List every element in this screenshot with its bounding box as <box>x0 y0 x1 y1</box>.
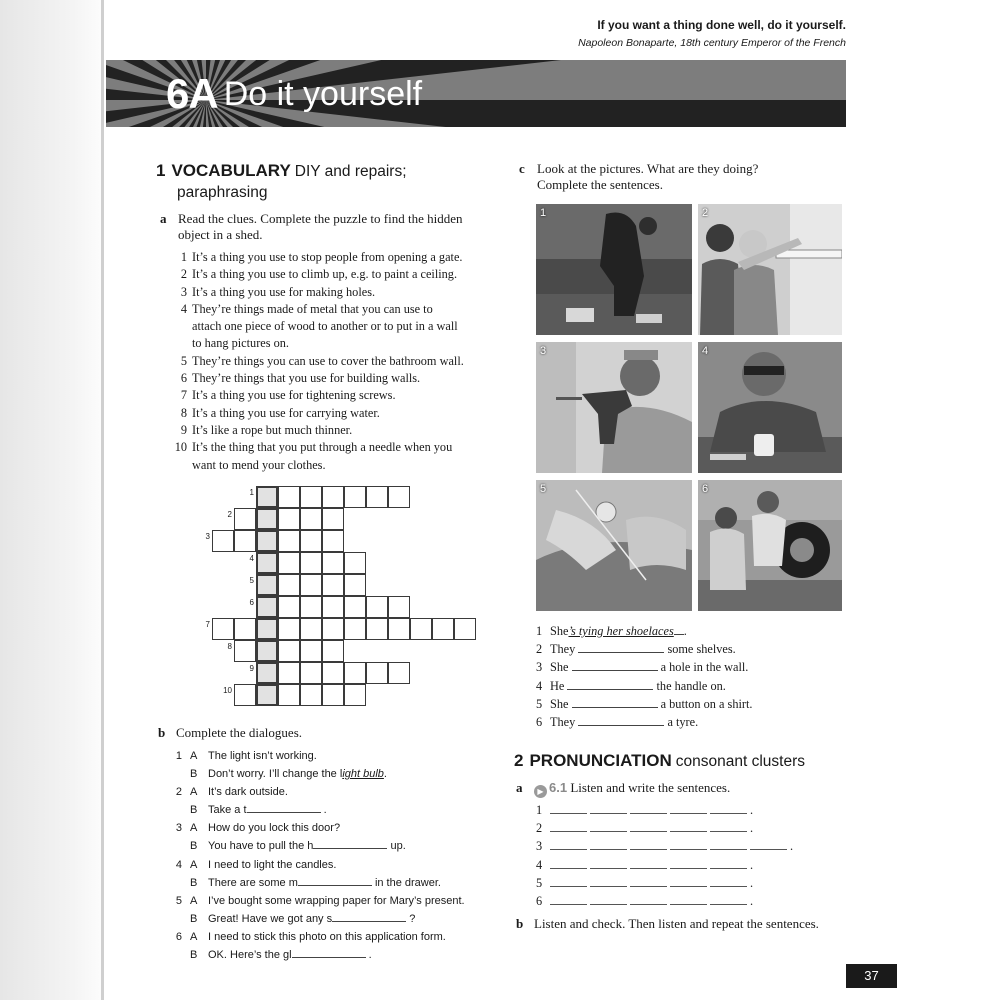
clue-item <box>174 370 494 387</box>
page-number: 37 <box>846 964 897 988</box>
sentence-number: 6 <box>536 715 543 730</box>
epigraph <box>578 17 846 49</box>
clue-number: 2 <box>180 267 187 282</box>
sentence-text: the handle on. <box>656 678 726 693</box>
photo-sewing-button <box>536 480 692 611</box>
word-blank[interactable] <box>750 838 787 850</box>
sentence-item <box>536 677 836 695</box>
word-blank[interactable] <box>670 893 707 905</box>
speaker-label: A <box>190 750 198 762</box>
speaker-label: B <box>190 768 198 781</box>
task-letter: a <box>160 211 167 226</box>
word-blank[interactable] <box>670 857 707 869</box>
audio-track-number: 6.1 <box>549 780 568 795</box>
page-binding-edge <box>101 0 104 1000</box>
photo-putting-up-shelves <box>698 204 842 335</box>
instruction-line: Complete the sentences. <box>537 177 663 192</box>
section-number: 2 <box>514 751 524 770</box>
instruction-line: Look at the pictures. What are they doing? <box>537 161 759 176</box>
line-number: 4 <box>536 857 543 872</box>
crossword-cell[interactable] <box>388 618 410 640</box>
crossword-cell[interactable] <box>344 574 366 596</box>
sentence-number: 5 <box>536 696 543 711</box>
dialogue-number: 2 <box>175 786 182 799</box>
answer-blank[interactable] <box>298 874 372 886</box>
crossword-cell[interactable] <box>300 662 322 684</box>
crossword-cell[interactable] <box>300 684 322 706</box>
dialogue-text: How do you lock this door? <box>208 822 341 835</box>
instruction-line: object in a shed. <box>178 227 263 242</box>
clue-number: 1 <box>180 250 187 264</box>
clue-text: It’s a thing you use to climb up, e.g. to paint a ceiling. <box>192 267 458 282</box>
line-end-punctuation: . <box>750 893 754 908</box>
line-end-punctuation: . <box>750 803 754 817</box>
dialogue-text: You have to pull the h <box>208 840 314 853</box>
photo-number: 1 <box>540 207 547 219</box>
clue-item <box>174 301 494 353</box>
photo-grid <box>536 204 842 612</box>
crossword-cell[interactable] <box>212 530 234 552</box>
crossword-cell[interactable] <box>300 596 322 618</box>
crossword-cell[interactable] <box>234 640 256 662</box>
speaker-label: B <box>190 804 198 817</box>
dialogue-text: . <box>323 804 327 817</box>
dictation-line <box>536 801 836 819</box>
dialogue-text: up. <box>390 840 406 853</box>
sentence-item <box>536 658 836 676</box>
crossword-row-number: 4 <box>249 554 254 563</box>
crossword-cell[interactable] <box>212 618 234 640</box>
clue-item <box>174 284 494 301</box>
dialogue-text: Great! Have we got any s <box>208 912 333 925</box>
line-number: 2 <box>536 821 543 836</box>
clue-text: to hang pictures on. <box>192 336 289 351</box>
word-blank[interactable] <box>550 893 587 905</box>
word-blank[interactable] <box>710 893 747 905</box>
unit-name: Do it yourself <box>223 74 423 113</box>
instruction-line: Complete the dialogues. <box>176 725 303 740</box>
dialogue-text: in the drawer. <box>374 876 441 889</box>
answer-blank[interactable] <box>247 801 321 813</box>
crossword-row-number: 10 <box>223 686 232 695</box>
dialogue-line-b <box>174 874 494 892</box>
sentence-item <box>536 713 836 731</box>
crossword-cell[interactable] <box>278 662 300 684</box>
word-blank[interactable] <box>710 838 747 850</box>
crossword-cell[interactable] <box>366 618 388 640</box>
crossword-cell[interactable] <box>322 640 344 662</box>
sentence-item <box>536 640 836 658</box>
line-number: 6 <box>536 893 543 908</box>
dialogue-line-b <box>174 910 494 928</box>
dialogue-text: I’ve bought some wrapping paper for Mary’s present. <box>208 894 465 907</box>
speaker-label: B <box>190 876 198 889</box>
clue-item <box>174 266 494 283</box>
speaker-label: A <box>190 930 198 943</box>
clue-text: It’s a thing you use to stop people from opening a gate. <box>192 250 463 264</box>
line-number: 5 <box>536 875 543 890</box>
clue-number: 7 <box>180 388 187 403</box>
clue-number: 4 <box>180 301 187 316</box>
sentence-text: a tyre. <box>667 715 699 730</box>
sentence-text: She <box>550 660 569 675</box>
unit-title <box>166 70 422 118</box>
crossword-cell[interactable] <box>278 618 300 640</box>
crossword-cell[interactable] <box>344 684 366 706</box>
crossword-cell[interactable] <box>322 684 344 706</box>
line-number: 1 <box>536 803 543 817</box>
line-end-punctuation: . <box>750 875 754 890</box>
dialogue-line-b <box>174 946 494 964</box>
unit-number: 6A <box>166 70 218 117</box>
dialogue-text: It’s dark outside. <box>208 786 288 799</box>
section-subtitle-line2: paraphrasing <box>177 184 268 201</box>
sentence-text: She <box>550 624 569 638</box>
word-blank[interactable] <box>710 802 747 814</box>
word-blank[interactable] <box>670 820 707 832</box>
sentence-list <box>536 622 836 731</box>
answer-blank[interactable] <box>567 678 653 690</box>
crossword-cell[interactable] <box>344 552 366 574</box>
section-title: VOCABULARY <box>171 161 291 180</box>
photo-number: 3 <box>540 345 547 357</box>
crossword-cell[interactable] <box>366 486 388 508</box>
word-blank[interactable] <box>710 820 747 832</box>
pronunciation-task-b <box>516 916 854 932</box>
clue-number: 3 <box>180 284 187 299</box>
line-end-punctuation: . <box>750 857 754 872</box>
dialogue-number: 6 <box>175 930 182 943</box>
speaker-label: A <box>190 822 198 835</box>
dialogue-text: . <box>368 949 372 962</box>
dictation-line <box>536 819 836 837</box>
clue-list <box>174 249 494 474</box>
section-heading-pronunciation <box>514 750 844 772</box>
word-blank[interactable] <box>670 838 707 850</box>
dialogue-number: 1 <box>175 750 182 762</box>
crossword-cell[interactable] <box>234 684 256 706</box>
crossword-cell[interactable] <box>366 596 388 618</box>
word-blank[interactable] <box>590 893 627 905</box>
sentence-item <box>536 622 836 640</box>
hidden-word-cell[interactable] <box>256 684 278 706</box>
answer-blank <box>674 623 684 635</box>
crossword-cell[interactable] <box>388 662 410 684</box>
quote-author: Napoleon Bonaparte, 18th century Emperor of the French <box>578 37 846 49</box>
sentence-number: 1 <box>536 624 543 638</box>
word-blank[interactable] <box>630 857 667 869</box>
crossword-cell[interactable] <box>300 552 322 574</box>
dialogue-text: I need to light the candles. <box>208 858 337 871</box>
crossword-cell[interactable] <box>322 530 344 552</box>
word-blank[interactable] <box>590 802 627 814</box>
clue-item <box>174 439 494 474</box>
dialogue-number: 4 <box>175 858 182 871</box>
crossword-cell[interactable] <box>410 618 432 640</box>
crossword-cell[interactable] <box>234 508 256 530</box>
crossword-row-number: 9 <box>249 664 254 673</box>
sentence-text: a button on a shirt. <box>660 696 753 711</box>
clue-text: It’s a thing you use for carrying water. <box>192 405 380 420</box>
audio-icon[interactable]: ▶ <box>534 785 547 798</box>
word-blank[interactable] <box>630 838 667 850</box>
sentence-text: a hole in the wall. <box>660 660 749 675</box>
pronunciation-task-a <box>516 780 834 798</box>
photo-gluing-handle <box>698 342 842 473</box>
clue-text: It’s a thing you use for tightening screws. <box>192 388 396 403</box>
speaker-label: B <box>190 912 198 925</box>
dialogue-line-b <box>174 801 494 819</box>
crossword-cell[interactable] <box>388 486 410 508</box>
word-blank[interactable] <box>710 857 747 869</box>
dialogue-text: There are some m <box>208 876 298 889</box>
dialogue-line-a <box>174 819 494 837</box>
sentence-number: 4 <box>536 678 543 693</box>
word-blank[interactable] <box>590 875 627 887</box>
crossword-cell[interactable] <box>278 640 300 662</box>
dialogue-line-a <box>174 892 494 910</box>
crossword-row-number: 5 <box>249 576 254 585</box>
word-blank[interactable] <box>550 838 587 850</box>
dialogue-text: ? <box>409 912 416 925</box>
instruction-line: Read the clues. Complete the puzzle to find the hidden <box>178 211 463 226</box>
sentence-text: . <box>683 624 687 638</box>
crossword-cell[interactable] <box>300 574 322 596</box>
speaker-label: B <box>190 840 198 853</box>
crossword-row-number: 1 <box>249 488 254 497</box>
sentence-text: They <box>550 715 576 730</box>
word-blank[interactable] <box>590 838 627 850</box>
section-number: 1 <box>156 161 166 180</box>
instruction-line: Listen and write the sentences. <box>570 780 731 795</box>
crossword-cell[interactable] <box>300 640 322 662</box>
clue-text: attach one piece of wood to another or to put in a wall <box>192 319 458 334</box>
dialogue-line-a <box>174 783 494 801</box>
word-blank[interactable] <box>590 857 627 869</box>
dialogue-text: . <box>383 768 387 781</box>
word-blank[interactable] <box>670 802 707 814</box>
clue-text: want to mend your clothes. <box>192 457 326 472</box>
clue-text: They’re things made of metal that you can use to <box>192 301 433 316</box>
clue-text: It’s the thing that you put through a needle when you <box>192 440 453 455</box>
clue-number: 6 <box>180 371 187 386</box>
answer-blank[interactable] <box>578 714 664 726</box>
crossword-cell[interactable] <box>278 684 300 706</box>
sentence-text: She <box>550 696 569 711</box>
crossword-cell[interactable] <box>322 596 344 618</box>
answer-blank[interactable] <box>578 641 664 653</box>
sentence-item <box>536 695 836 713</box>
photo-number: 5 <box>540 483 547 495</box>
crossword-cell[interactable] <box>344 596 366 618</box>
dictation-line <box>536 837 836 855</box>
crossword-row-number: 6 <box>249 598 254 607</box>
quote-text: If you want a thing done well, do it yourself. <box>597 18 846 32</box>
answer-blank[interactable] <box>313 837 387 849</box>
section-subtitle: consonant clusters <box>675 753 806 770</box>
crossword-cell[interactable] <box>344 486 366 508</box>
dictation-lines <box>536 801 836 910</box>
dialogue-line-b <box>174 837 494 855</box>
crossword-cell[interactable] <box>366 662 388 684</box>
crossword-cell[interactable] <box>432 618 454 640</box>
crossword-row-number: 8 <box>227 642 232 651</box>
dialogue-line-b <box>174 765 494 783</box>
photo-drilling-hole <box>536 342 692 473</box>
word-blank[interactable] <box>550 802 587 814</box>
crossword-cell[interactable] <box>234 618 256 640</box>
hidden-word-cell[interactable] <box>256 640 278 662</box>
dictation-line <box>536 874 836 892</box>
task-letter: b <box>158 725 166 740</box>
answer-blank[interactable] <box>332 910 406 922</box>
crossword-cell[interactable] <box>344 662 366 684</box>
crossword-cell[interactable] <box>322 486 344 508</box>
hidden-word-cell[interactable] <box>256 508 278 530</box>
word-blank[interactable] <box>670 875 707 887</box>
word-blank[interactable] <box>630 875 667 887</box>
dialogue-list <box>174 747 494 964</box>
crossword-row-number: 7 <box>205 620 210 629</box>
answer-blank[interactable] <box>572 659 658 671</box>
sentence-text: some shelves. <box>667 642 736 657</box>
crossword-cell[interactable] <box>322 508 344 530</box>
task-a-instruction <box>160 211 498 243</box>
dialogue-text: Take a t <box>208 804 247 817</box>
word-blank[interactable] <box>630 802 667 814</box>
sentence-number: 3 <box>536 660 543 675</box>
crossword-cell[interactable] <box>300 530 322 552</box>
clue-text: It’s like a rope but much thinner. <box>192 422 353 437</box>
word-blank[interactable] <box>550 820 587 832</box>
crossword-cell[interactable] <box>278 596 300 618</box>
dialogue-line-a <box>174 856 494 874</box>
section-heading-vocabulary <box>156 160 486 203</box>
crossword-cell[interactable] <box>454 618 476 640</box>
crossword-cell[interactable] <box>388 596 410 618</box>
dialogue-text: The light isn’t working. <box>208 750 317 762</box>
clue-item <box>174 387 494 404</box>
hidden-word-cell[interactable] <box>256 662 278 684</box>
crossword-cell[interactable] <box>300 508 322 530</box>
word-blank[interactable] <box>550 875 587 887</box>
word-blank[interactable] <box>630 893 667 905</box>
dialogue-line-a <box>174 928 494 946</box>
line-number: 3 <box>536 839 543 854</box>
crossword-row-number: 3 <box>205 532 210 541</box>
crossword-cell[interactable] <box>234 530 256 552</box>
photo-tying-shoelaces <box>536 204 692 335</box>
page-binding-shadow <box>0 0 104 1000</box>
speaker-label: A <box>190 858 198 871</box>
dialogue-text: OK. Here’s the gl <box>208 949 292 962</box>
speaker-label: B <box>190 949 198 962</box>
speaker-label: A <box>190 894 198 907</box>
clue-number: 9 <box>180 422 187 437</box>
answer-blank[interactable] <box>292 946 366 958</box>
crossword-cell[interactable] <box>300 486 322 508</box>
dialogue-number: 3 <box>175 822 182 835</box>
clue-item <box>174 249 494 266</box>
word-blank[interactable] <box>590 820 627 832</box>
clue-item <box>174 405 494 422</box>
clue-number: 8 <box>180 405 187 420</box>
clue-number: 5 <box>180 353 187 368</box>
crossword-row-number: 2 <box>227 510 232 519</box>
hidden-word-cell[interactable] <box>256 618 278 640</box>
dialogue-text: I need to stick this photo on this application form. <box>208 930 446 943</box>
line-end-punctuation: . <box>790 839 794 854</box>
crossword-cell[interactable] <box>322 662 344 684</box>
crossword-cell[interactable] <box>278 508 300 530</box>
dictation-line <box>536 856 836 874</box>
dialogue-text: Don’t worry. I’ll change the l <box>208 768 343 781</box>
crossword-cell[interactable] <box>322 552 344 574</box>
crossword-cell[interactable] <box>300 618 322 640</box>
clue-item <box>174 353 494 370</box>
word-blank[interactable] <box>630 820 667 832</box>
example-answer: ight bulb <box>342 768 384 781</box>
crossword-cell[interactable] <box>322 618 344 640</box>
task-letter: c <box>519 161 525 176</box>
example-answer: ’s tying her shoelaces <box>568 624 674 638</box>
crossword-cell[interactable] <box>278 486 300 508</box>
word-blank[interactable] <box>550 857 587 869</box>
dictation-line <box>536 892 836 910</box>
task-letter: a <box>516 780 523 795</box>
section-subtitle: DIY and repairs; <box>294 163 407 180</box>
sentence-text: They <box>550 642 576 657</box>
hidden-word-cell[interactable] <box>256 552 278 574</box>
dialogue-line-a <box>174 747 494 765</box>
task-letter: b <box>516 916 524 931</box>
hidden-word-cell[interactable] <box>256 574 278 596</box>
photo-number: 4 <box>702 345 709 357</box>
speaker-label: A <box>190 786 198 799</box>
dialogue-number: 5 <box>175 894 182 907</box>
crossword-cell[interactable] <box>278 530 300 552</box>
clue-text: They’re things you can use to cover the bathroom wall. <box>192 353 464 368</box>
hidden-word-cell[interactable] <box>256 486 278 508</box>
hidden-word-cell[interactable] <box>256 596 278 618</box>
crossword-cell[interactable] <box>278 552 300 574</box>
word-blank[interactable] <box>710 875 747 887</box>
crossword-cell[interactable] <box>322 574 344 596</box>
crossword-cell[interactable] <box>344 618 366 640</box>
task-b-instruction <box>158 725 476 741</box>
sentence-number: 2 <box>536 642 543 657</box>
instruction-line: Listen and check. Then listen and repeat the sentences. <box>534 916 819 931</box>
clue-text: They’re things that you use for building walls. <box>192 371 421 386</box>
clue-text: It’s a thing you use for making holes. <box>192 284 376 299</box>
crossword-cell[interactable] <box>278 574 300 596</box>
hidden-word-cell[interactable] <box>256 530 278 552</box>
answer-blank[interactable] <box>572 696 658 708</box>
photo-number: 6 <box>702 483 709 495</box>
section-title: PRONUNCIATION <box>529 751 672 770</box>
clue-number: 10 <box>174 440 187 455</box>
task-c-instruction <box>519 161 837 193</box>
photo-number: 2 <box>702 207 709 219</box>
line-end-punctuation: . <box>750 821 754 836</box>
clue-item <box>174 422 494 439</box>
crossword-puzzle <box>196 486 456 711</box>
sentence-text: He <box>550 678 565 693</box>
photo-changing-tyre <box>698 480 842 611</box>
